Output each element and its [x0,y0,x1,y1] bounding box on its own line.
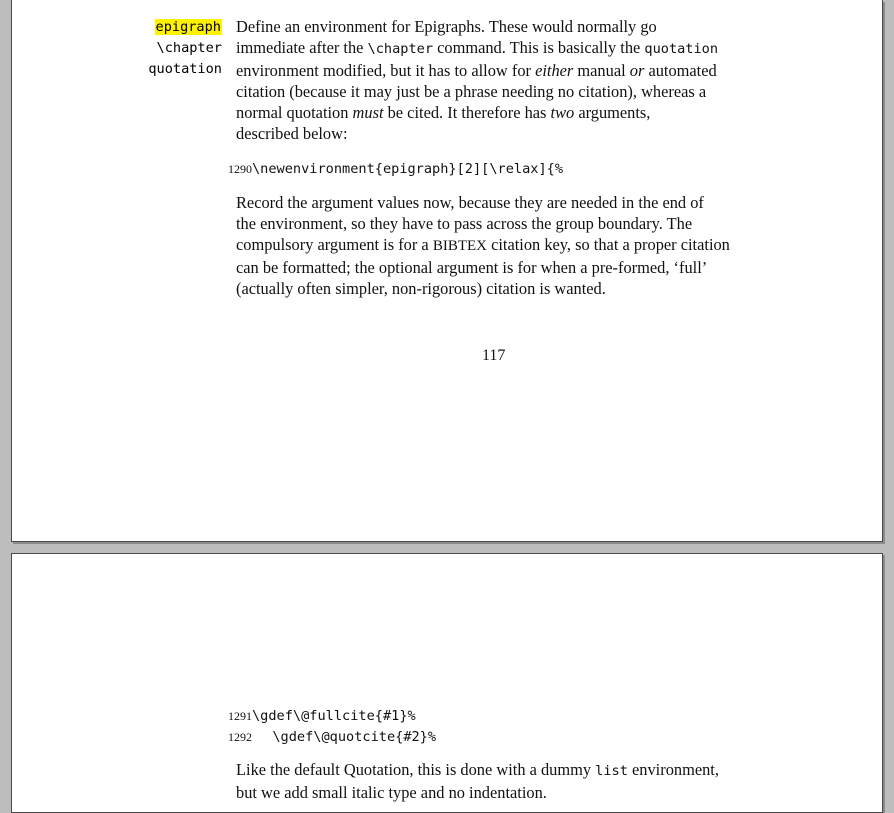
text-line: immediate after the \chapter command. This is basically the quotation [236,38,719,57]
text-line: citation (because it may just be a phrase needing no citation), whereas a [236,82,707,101]
list-explanation-paragraph [236,759,719,803]
text-line: can be formatted; the optional argument is for when a pre-formed, ‘full’ [236,258,708,277]
code-text: \gdef\@quotcite{#2}% [256,729,437,745]
code-text: \gdef\@fullcite{#1}% [252,708,416,724]
text-line: described below: [236,124,348,143]
document-page-next [11,553,883,813]
document-page-117 [11,0,883,542]
text-line: Like the default Quotation, this is done with a dummy list environment, [236,760,719,779]
text-line: normal quotation must be cited. It therefore has two arguments, [236,103,651,122]
text-line: but we add small italic type and no indentation. [236,783,547,802]
code-line [228,158,563,177]
text-line: the environment, so they have to pass across the group boundary. The [236,214,693,233]
margin-keyword-chapter: \chapter [156,40,222,56]
line-number: 1291 [228,709,252,723]
text-line: Define an environment for Epigraphs. These would normally go [236,17,657,36]
description-paragraph [236,16,718,144]
text-line: Record the argument values now, because they are needed in the end of [236,193,704,212]
margin-keyword-epigraph: epigraph [155,19,221,35]
margin-keyword-quotation: quotation [148,61,222,77]
line-number: 1290 [228,162,252,176]
text-line: (actually often simpler, non-rigorous) citation is wanted. [236,279,606,298]
text-line: compulsory argument is for a BIBTEX citation key, so that a proper citation [236,235,730,254]
bibtex-logo: BIBTEX [432,238,487,254]
code-line [228,705,416,724]
margin-keywords [12,17,222,80]
text-line: environment modified, but it has to allow for either manual or automated [236,61,717,80]
page-number: 117 [482,347,506,364]
code-line [228,726,436,745]
explanation-paragraph [236,192,730,299]
line-number: 1292 [228,730,252,744]
code-text: \newenvironment{epigraph}[2][\relax]{% [252,161,563,177]
